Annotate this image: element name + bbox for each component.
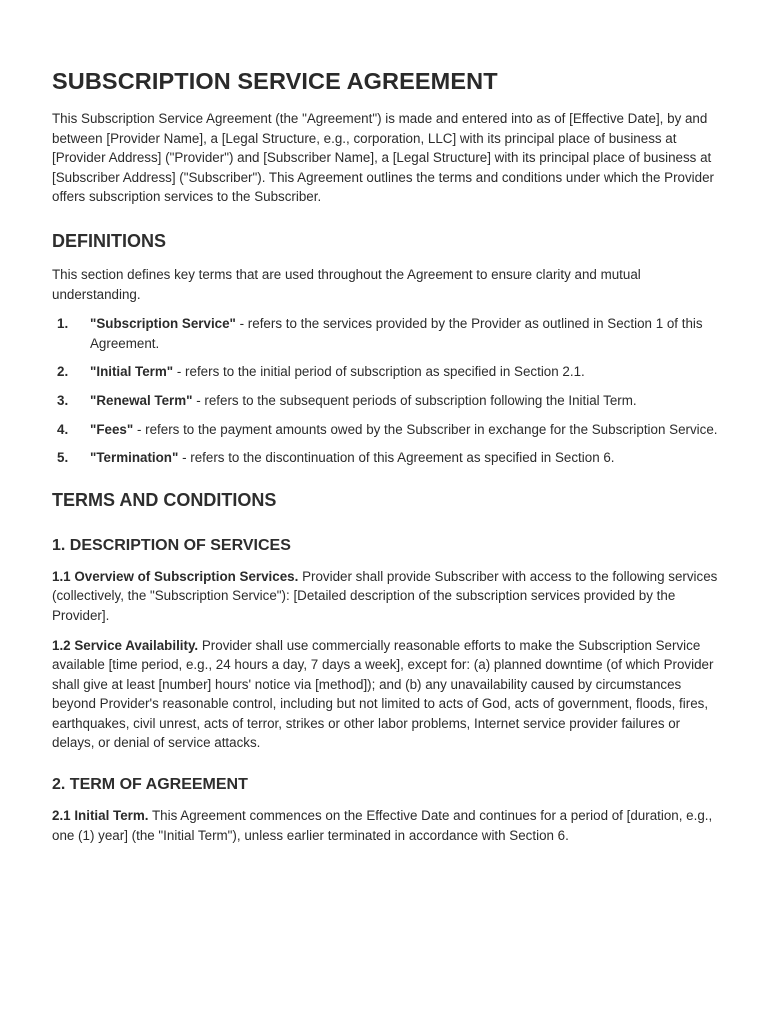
definition-text: - refers to the services provided by the Provider as outlined in Section 1 of this Agreement. (90, 316, 703, 351)
definitions-list (52, 314, 722, 468)
clause-text: Provider shall use commercially reasonable efforts to make the Subscription Service available [time period, e.g., 24 hours a day, 7 days a week], except for: (a) planned downtime (of which Provider shall give at least [number] hours' notice via [method]); and (b) any unavailability caused by circumstances beyond Provider's reasonable control, including but not limited to acts of God, acts of government, floods, fires, earthquakes, civil unrest, acts of terror, strikes or other labor problems, Internet service provider failures or delays, or denial of service attacks. (52, 637, 714, 751)
list-item (52, 391, 722, 411)
section-2-heading: 2. TERM OF AGREEMENT (52, 776, 248, 794)
definition-text: - refers to the discontinuation of this Agreement as specified in Section 6. (178, 450, 615, 466)
list-item (52, 362, 722, 382)
list-number: 1. (57, 316, 69, 332)
section-1-heading: 1. DESCRIPTION OF SERVICES (52, 536, 291, 554)
defined-term: "Termination" (90, 450, 179, 466)
list-number: 3. (57, 392, 69, 408)
clause-2-1 (52, 806, 722, 845)
clause-1-2 (52, 636, 722, 754)
defined-term: "Renewal Term" (90, 392, 193, 408)
list-item (52, 420, 722, 440)
definitions-intro: This section defines key terms that are used throughout the Agreement to ensure clarity and mutual understanding. (52, 266, 641, 302)
defined-term: "Initial Term" (90, 364, 174, 380)
clause-1-1 (52, 567, 722, 626)
definition-text: - refers to the subsequent periods of subscription following the Initial Term. (192, 392, 637, 408)
list-item (52, 314, 722, 353)
clause-text: Provider shall provide Subscriber with access to the following services (collectively, the "Subscription Service"): [Detailed description of the subscription services provided by the Provider]. (52, 568, 718, 623)
list-number: 5. (57, 450, 69, 466)
list-number: 4. (57, 421, 69, 437)
defined-term: "Subscription Service" (90, 316, 236, 332)
clause-label: 2.1 Initial Term. (52, 808, 149, 824)
definitions-heading: DEFINITIONS (52, 230, 167, 251)
list-item (52, 448, 722, 468)
list-number: 2. (57, 364, 69, 380)
document-page (52, 68, 722, 855)
definition-text: - refers to the initial period of subscription as specified in Section 2.1. (173, 364, 585, 380)
definition-text: - refers to the payment amounts owed by the Subscriber in exchange for the Subscription Service. (133, 421, 718, 437)
clause-text: This Agreement commences on the Effective Date and continues for a period of [duration, e.g., one (1) year] (the "Initial Term"), unless earlier terminated in accordance with Section 6. (52, 808, 713, 843)
document-title: SUBSCRIPTION SERVICE AGREEMENT (52, 68, 498, 94)
intro-paragraph: This Subscription Service Agreement (the "Agreement") is made and entered into as of [Effective Date], by and between [Provider Name], a [Legal Structure, e.g., corporation, LLC] with its principal place of business at [Provider Address] ("Provider") and [Subscriber Name], a [Legal Structure] with its principal place of business at [Subscriber Address] ("Subscriber"). This Agreement outlines the terms and conditions under which the Provider offers subscription services to the Subscriber. (52, 111, 715, 205)
clause-label: 1.2 Service Availability. (52, 637, 199, 653)
terms-heading: TERMS AND CONDITIONS (52, 489, 277, 510)
defined-term: "Fees" (90, 421, 134, 437)
clause-label: 1.1 Overview of Subscription Services. (52, 568, 299, 584)
